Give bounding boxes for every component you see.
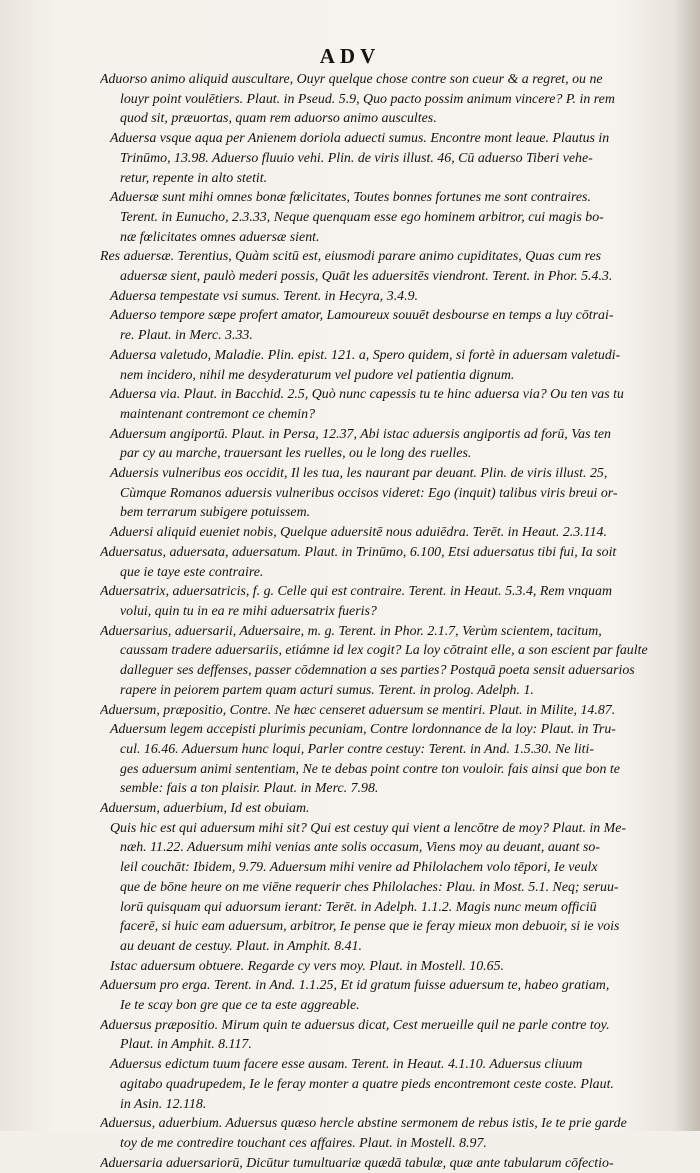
text-line: retur, repente in alto stetit. [120,170,268,186]
text-line: Ie te scay bon gre que ce ta este aggreable. [120,998,360,1014]
text-line: maintenant contremont ce chemin? [120,406,316,422]
text-line: Aduersa vsque aqua per Anienem doriola aduecti sumus. Encontre mont leaue. Plautus in [110,131,610,147]
text-line: Plaut. in Amphit. 8.117. [120,1037,252,1053]
text-line: nem incidero, nihil me desyderaturum vel pudore vel patientia dignum. [120,367,515,383]
text-line: facerē, si huic eam aduersum, arbitror, Ie pense que ie feray mieux mon debuoir, si ie vois [120,919,620,935]
text-line: Istac aduersum obtuere. Regarde cy vers moy. Plaut. in Mostell. 10.65. [110,958,505,974]
text-line: quod sit, præuortas, quam rem aduorso animo auscultes. [120,111,437,127]
text-line: dalleguer ses deffenses, passer cōdemnation a ses parties? Postquā poeta sensit aduersarios [120,663,635,679]
text-line: cul. 16.46. Aduersum hunc loqui, Parler contre cestuy: Terent. in And. 1.5.30. Ne liti- [120,741,595,757]
text-line: næ fœlicitates omnes aduersæ sient. [120,229,320,245]
text-line: Aduersarius, aduersarii, Aduersaire, m. g. Terent. in Phor. 2.1.7, Verùm scientem, tacitum, [100,623,602,639]
text-line: par cy au marche, trauersant les ruelles, ou le long des ruelles. [120,446,472,462]
text-line: in Asin. 12.118. [120,1096,207,1112]
text-line: Cùmque Romanos aduersis vulneribus occisos videret: Ego (inquit) talibus viris breui or- [120,485,618,501]
text-line: lorū quisquam qui aduorsum ierant: Terēt. in Adelph. 1.1.2. Magis nunc meum officiū [120,899,597,915]
text-line: aduersæ sient, paulò mederi possis, Quāt les aduersitēs viendront. Terent. in Phor. 5.4.3. [120,269,613,285]
text-line: næh. 11.22. Aduersum mihi venias ante solis occasum, Viens moy au deuant, auant so- [120,840,600,856]
text-line: Aduersæ sunt mihi omnes bonæ fœlicitates, Toutes bonnes fortunes me sont contraires. [110,190,591,206]
text-line: Aduersatrix, aduersatricis, f. g. Celle qui est contraire. Terent. in Heaut. 5.3.4, Rem vnquam [100,584,612,600]
text-line: caussam tradere aduersariis, etiámne id lex cogit? La loy cōtraint elle, a son escient par faulte [120,643,648,659]
text-line: Aduersa tempestate vsi sumus. Terent. in Hecyra, 3.4.9. [110,288,419,304]
text-line: Aduersus edictum tuum facere esse ausam. Terent. in Heaut. 4.1.10. Aduersus cliuum [110,1057,583,1073]
text-line: que ie taye este contraire. [120,564,264,580]
text-line: Aduersatus, aduersata, aduersatum. Plaut. in Trinūmo, 6.100, Etsi aduersatus tibi fui, Ia soit [100,544,617,560]
text-line: Aduersum, aduerbium, Id est obuiam. [100,801,310,817]
text-line: Aduersis vulneribus eos occidit, Il les tua, les naurant par deuant. Plin. de viris illust. 25, [110,466,608,482]
text-line: Aduersum legem accepisti plurimis pecuniam, Contre lordonnance de la loy: Plaut. in Tru- [110,722,616,738]
text-line: rapere in peiorem partem quam acturi sumus. Terent. in prolog. Adelph. 1. [120,682,534,698]
dictionary-text-block [100,70,670,1173]
text-line: Aduersus, aduerbium. Aduersus quæso hercle abstine sermonem de rebus istis, Ie te prie garde [100,1116,627,1132]
text-line: agitabo quadrupedem, Ie le feray monter a quatre pieds encontremont ceste coste. Plaut. [120,1076,614,1092]
text-line: Trinūmo, 13.98. Aduerso fluuio vehi. Plin. de viris illust. 46, Cū aduerso Tiberi vehe- [120,150,593,166]
text-line: toy de me contredire touchant ces affaires. Plaut. in Mostell. 8.97. [120,1135,487,1151]
text-line: Aduersum angiportū. Plaut. in Persa, 12.37, Abi istac aduersis angiportis ad forū, Vas ten [110,426,611,442]
text-line: semble: fais a ton plaisir. Plaut. in Merc. 7.98. [120,781,379,797]
text-line: Aduersi aliquid eueniet nobis, Quelque aduersitē nous aduiēdra. Terēt. in Heaut. 2.3.114. [110,525,607,541]
text-line: volui, quin tu in ea re mihi aduersatrix fueris? [120,603,377,619]
text-line: Aduersaria aduersariorū, Dicūtur tumultuariæ quædā tabulæ, quæ ante tabularum cōfectio- [100,1155,614,1171]
text-line: Aduorso animo aliquid auscultare, Ouyr quelque chose contre son cueur & a regret, ou ne [100,72,603,87]
text-line: re. Plaut. in Merc. 3.33. [120,328,253,344]
text-line: Aduersum, præpositio, Contre. Ne hæc censeret aduersum se mentiri. Plaut. in Milite, 14.87. [100,702,616,718]
page-gutter-shadow [674,0,700,1131]
text-line: ges aduersum animi sententiam, Ne te debas point contre ton vouloir. fais ainsi que bon te [120,761,620,777]
text-line: Quis hic est qui aduersum mihi sit? Qui est cestuy qui vient a lencōtre de moy? Plaut. in Me- [110,820,627,836]
text-line: Res aduersæ. Terentius, Quàm scitū est, eiusmodi parare animo cupiditates, Quas cum res [100,249,602,265]
text-line: Aduerso tempore sæpe profert amator, Lamoureux souuēt desbourse en temps a luy cōtrai- [110,308,614,324]
text-line: leil couchāt: Ibidem, 9.79. Aduersum mihi venire ad Philolachem volo tēpori, Ie veulx [120,860,598,876]
text-line: que de bōne heure on me viēne requerir ches Philolaches: Plau. in Most. 5.1. Neq; seruu- [120,879,619,895]
text-line: au deuant de cestuy. Plaut. in Amphit. 8.41. [120,938,363,954]
text-line: bem terrarum subigere potuissem. [120,505,311,521]
text-line: louyr point voulētiers. Plaut. in Pseud. 5.9, Quo pacto possim animum vincere? P. in rem [120,91,615,107]
text-line: Aduersum pro erga. Terent. in And. 1.1.25, Et id gratum fuisse aduersum te, habeo gratiam, [100,978,610,994]
text-line: Aduersa via. Plaut. in Bacchid. 2.5, Quò nunc capessis tu te hinc aduersa via? Ou ten vas tu [110,387,624,403]
text-line: Aduersa valetudo, Maladie. Plin. epist. 121. a, Spero quidem, si fortè in aduersam valetudi- [110,347,621,363]
text-line: Aduersus præpositio. Mirum quin te aduersus dicat, Cest merueille quil ne parle contre toy. [100,1017,610,1033]
running-head: ADV [319,44,381,68]
text-line: Terent. in Eunucho, 2.3.33, Neque quenquam esse ego hominem arbitror, cui magis bo- [120,209,604,225]
